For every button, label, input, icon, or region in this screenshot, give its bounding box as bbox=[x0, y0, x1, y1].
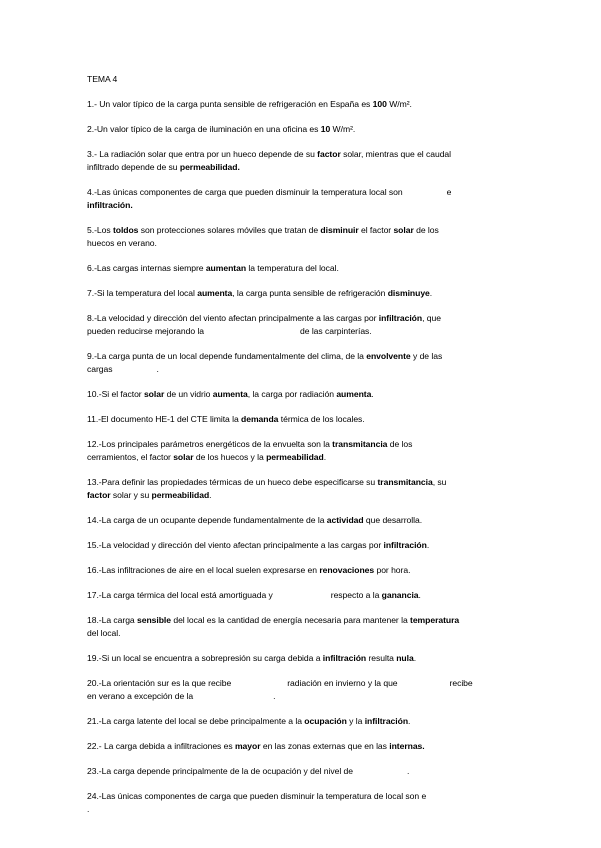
bold-text: internas. bbox=[389, 741, 425, 751]
question-item bbox=[87, 186, 515, 212]
text-segment: 13.-Para definir las propiedades térmicas de un hueco debe especificarse su bbox=[87, 477, 378, 487]
text-segment: de los huecos y la bbox=[193, 452, 267, 462]
bold-text: actividad bbox=[326, 515, 364, 525]
question-item bbox=[87, 123, 515, 136]
text-segment: y de las bbox=[410, 351, 443, 361]
text-segment: solar, mientras que el caudal bbox=[340, 149, 452, 159]
text-segment: pueden reducirse mejorando la bbox=[87, 326, 205, 336]
question-line bbox=[87, 224, 515, 237]
question-item bbox=[87, 740, 515, 753]
question-item bbox=[87, 564, 515, 577]
text-segment: de los bbox=[387, 439, 413, 449]
question-item bbox=[87, 715, 515, 728]
question-line bbox=[87, 388, 515, 401]
question-list bbox=[87, 98, 515, 816]
text-segment: 22.- La carga debida a infiltraciones es bbox=[87, 741, 235, 751]
text-segment: 8.-La velocidad y dirección del viento afectan principalmente a las cargas por bbox=[87, 313, 379, 323]
question-line bbox=[87, 564, 515, 577]
text-segment: 2.-Un valor típico de la carga de iluminación en una oficina es bbox=[87, 124, 321, 134]
question-line bbox=[87, 677, 515, 690]
bold-text: infiltración bbox=[383, 540, 427, 550]
text-segment: 7.-Si la temperatura del local bbox=[87, 288, 198, 298]
document-content bbox=[87, 73, 515, 828]
text-segment: de los bbox=[413, 225, 439, 235]
text-segment: 17.-La carga térmica del local está amortiguada y bbox=[87, 590, 273, 600]
bold-text: factor bbox=[87, 490, 111, 500]
question-line bbox=[87, 539, 515, 552]
text-segment: W/m². bbox=[386, 99, 412, 109]
text-segment: y la bbox=[346, 716, 365, 726]
question-item bbox=[87, 312, 515, 338]
text-segment: del local es la cantidad de energía necesaria para mantener la bbox=[171, 615, 411, 625]
text-segment: el factor bbox=[358, 225, 394, 235]
text-segment: . bbox=[429, 288, 433, 298]
bold-text: infiltración bbox=[364, 716, 409, 726]
question-item bbox=[87, 514, 515, 527]
bold-text: solar bbox=[173, 452, 194, 462]
text-segment: 18.-La carga bbox=[87, 615, 137, 625]
bold-text: nula bbox=[396, 653, 414, 663]
bold-text: solar bbox=[143, 389, 165, 399]
text-segment: cerramientos, el factor bbox=[87, 452, 174, 462]
text-segment: 16.-Las infiltraciones de aire en el local suelen expresarse en bbox=[87, 565, 320, 575]
bold-text: infiltración. bbox=[87, 200, 133, 210]
bold-text: mayor bbox=[234, 741, 261, 751]
text-segment: . bbox=[408, 716, 411, 726]
text-segment: e bbox=[446, 187, 452, 197]
text-segment: , la carga punta sensible de refrigeración bbox=[232, 288, 388, 298]
question-line bbox=[87, 652, 515, 665]
question-line bbox=[87, 413, 515, 426]
question-item bbox=[87, 652, 515, 665]
question-line bbox=[87, 627, 515, 640]
question-item bbox=[87, 438, 515, 464]
text-segment: . bbox=[209, 490, 212, 500]
text-segment: en verano a excepción de la bbox=[87, 691, 194, 701]
text-segment: W/m². bbox=[330, 124, 356, 134]
question-line bbox=[87, 438, 515, 451]
question-line bbox=[87, 476, 515, 489]
text-segment: huecos en verano. bbox=[87, 238, 157, 248]
text-segment: 19.-Si un local se encuentra a sobrepresión su carga debida a bbox=[87, 653, 323, 663]
text-segment: cargas bbox=[87, 364, 113, 374]
text-segment: 23.-La carga depende principalmente de la de ocupación y del nivel de bbox=[87, 766, 354, 776]
question-line bbox=[87, 123, 515, 136]
text-segment: . bbox=[426, 540, 430, 550]
question-line bbox=[87, 199, 515, 212]
bold-text: factor bbox=[317, 149, 341, 159]
text-segment: térmica de los locales. bbox=[278, 414, 365, 424]
question-line bbox=[87, 514, 515, 527]
bold-text: transmitancia bbox=[377, 477, 433, 487]
text-segment: la temperatura del local. bbox=[246, 263, 339, 273]
question-line bbox=[87, 161, 515, 174]
bold-text: disminuye bbox=[387, 288, 430, 298]
bold-text: envolvente bbox=[366, 351, 411, 361]
bold-text: toldos bbox=[112, 225, 139, 235]
text-segment: solar y su bbox=[110, 490, 152, 500]
text-segment: 20.-La orientación sur es la que recibe bbox=[87, 678, 232, 688]
text-segment: resulta bbox=[366, 653, 397, 663]
question-line bbox=[87, 98, 515, 111]
text-segment: . bbox=[273, 691, 276, 701]
bold-text: solar bbox=[393, 225, 414, 235]
question-line bbox=[87, 790, 515, 803]
question-item bbox=[87, 413, 515, 426]
text-segment: del local. bbox=[87, 628, 121, 638]
text-segment: infiltrado depende de su bbox=[87, 162, 180, 172]
question-line bbox=[87, 186, 515, 199]
text-segment: radiación en invierno y la que bbox=[287, 678, 398, 688]
bold-text: disminuir bbox=[320, 225, 359, 235]
text-segment: 11.-El documento HE-1 del CTE limita la bbox=[87, 414, 242, 424]
text-segment: . bbox=[323, 452, 327, 462]
text-segment: 21.-La carga latente del local se debe principalmente a la bbox=[87, 716, 305, 726]
question-line bbox=[87, 589, 515, 602]
question-line bbox=[87, 803, 515, 816]
question-item bbox=[87, 765, 515, 778]
bold-text: permeabilidad bbox=[266, 452, 324, 462]
bold-text: transmitancia bbox=[332, 439, 388, 449]
text-segment: de un vidrio bbox=[164, 389, 213, 399]
text-segment: 4.-Las únicas componentes de carga que pueden disminuir la temperatura local son bbox=[87, 187, 403, 197]
question-line bbox=[87, 690, 515, 703]
bold-text: aumenta bbox=[336, 389, 372, 399]
bold-text: infiltración bbox=[322, 653, 367, 663]
text-segment: de las carpinterías. bbox=[300, 326, 372, 336]
question-line bbox=[87, 312, 515, 325]
bold-text: renovaciones bbox=[319, 565, 375, 575]
text-segment: recibe bbox=[449, 678, 473, 688]
bold-text: ocupación bbox=[304, 716, 347, 726]
bold-text: sensible bbox=[137, 615, 171, 625]
text-segment: , su bbox=[432, 477, 447, 487]
question-line bbox=[87, 287, 515, 300]
text-segment: 24.-Las únicas componentes de carga que pueden disminuir la temperatura de local son e bbox=[87, 791, 427, 801]
text-segment: 15.-La velocidad y dirección del viento afectan principalmente a las cargas por bbox=[87, 540, 384, 550]
text-segment: en las zonas externas que en las bbox=[260, 741, 390, 751]
bold-text: 10 bbox=[320, 124, 331, 134]
bold-text: infiltración bbox=[378, 313, 423, 323]
document-title: TEMA 4 bbox=[87, 74, 118, 84]
question-item bbox=[87, 224, 515, 250]
bold-text: demanda bbox=[241, 414, 279, 424]
text-segment: . bbox=[156, 364, 159, 374]
text-segment: . bbox=[407, 766, 410, 776]
bold-text: aumentan bbox=[205, 263, 247, 273]
question-item bbox=[87, 539, 515, 552]
text-segment: respecto a la bbox=[330, 590, 382, 600]
bold-text: 100 bbox=[372, 99, 387, 109]
question-line bbox=[87, 740, 515, 753]
text-segment: . bbox=[87, 804, 90, 814]
question-line bbox=[87, 765, 515, 778]
text-segment: . bbox=[371, 389, 374, 399]
bold-text: ganancia bbox=[381, 590, 419, 600]
question-line bbox=[87, 489, 515, 502]
text-segment: . bbox=[413, 653, 417, 663]
question-line bbox=[87, 614, 515, 627]
bold-text: permeabilidad. bbox=[179, 162, 240, 172]
question-item bbox=[87, 262, 515, 275]
question-item bbox=[87, 98, 515, 111]
text-segment: , la carga por radiación bbox=[247, 389, 337, 399]
text-segment: 6.-Las cargas internas siempre bbox=[87, 263, 206, 273]
question-line bbox=[87, 363, 515, 376]
question-item bbox=[87, 388, 515, 401]
question-item bbox=[87, 589, 515, 602]
question-line bbox=[87, 262, 515, 275]
question-line bbox=[87, 325, 515, 338]
question-line bbox=[87, 715, 515, 728]
text-segment: son protecciones solares móviles que tratan de bbox=[138, 225, 321, 235]
question-line bbox=[87, 148, 515, 161]
bold-text: permeabilidad bbox=[151, 490, 210, 500]
bold-text: aumenta bbox=[197, 288, 233, 298]
question-item bbox=[87, 614, 515, 640]
text-segment: 9.-La carga punta de un local depende fundamentalmente del clima, de la bbox=[87, 351, 367, 361]
question-line bbox=[87, 350, 515, 363]
question-item bbox=[87, 790, 515, 816]
text-segment: 1.- Un valor típico de la carga punta sensible de refrigeración en España es bbox=[87, 99, 373, 109]
text-segment: por hora. bbox=[374, 565, 411, 575]
question-item bbox=[87, 476, 515, 502]
text-segment: 3.- La radiación solar que entra por un hueco depende de su bbox=[87, 149, 318, 159]
text-segment: que desarrolla. bbox=[363, 515, 423, 525]
question-line bbox=[87, 237, 515, 250]
text-segment: . bbox=[418, 590, 421, 600]
question-item bbox=[87, 350, 515, 376]
bold-text: aumenta bbox=[212, 389, 248, 399]
text-segment: 14.-La carga de un ocupante depende fundamentalmente de la bbox=[87, 515, 327, 525]
text-segment: , que bbox=[422, 313, 441, 323]
bold-text: temperatura bbox=[410, 615, 460, 625]
question-item bbox=[87, 677, 515, 703]
question-item bbox=[87, 287, 515, 300]
text-segment: 10.-Si el factor bbox=[87, 389, 144, 399]
question-item bbox=[87, 148, 515, 174]
text-segment: 12.-Los principales parámetros energéticos de la envuelta son la bbox=[87, 439, 333, 449]
text-segment: 5.-Los bbox=[87, 225, 113, 235]
question-line bbox=[87, 451, 515, 464]
